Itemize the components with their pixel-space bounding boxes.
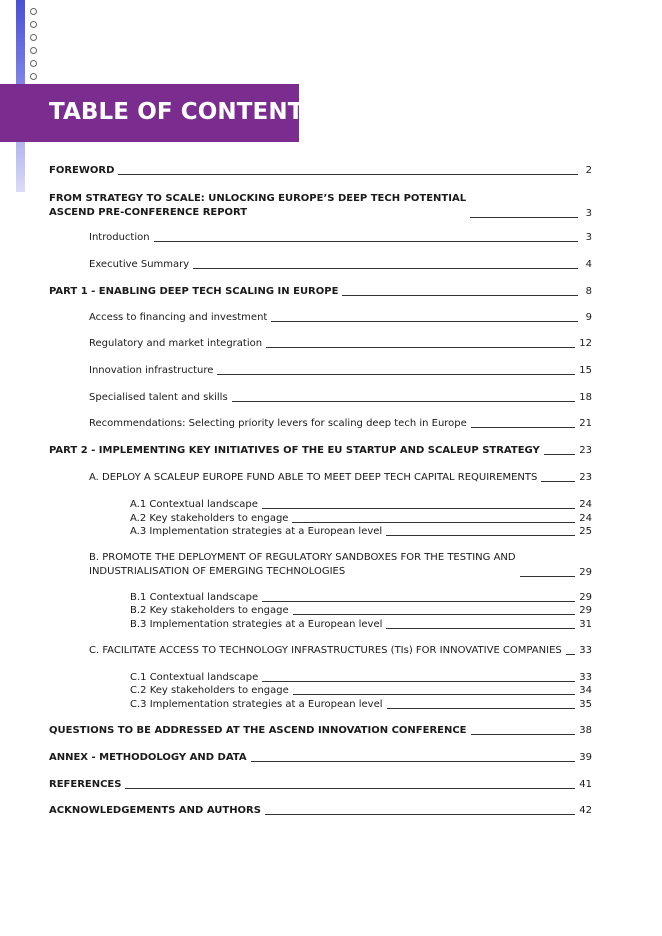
toc-label: Introduction <box>89 232 150 243</box>
toc-page-number: 29 <box>579 567 592 578</box>
toc-page-number: 25 <box>579 526 592 537</box>
toc-page-number: 33 <box>579 672 592 683</box>
toc-page-number: 41 <box>579 779 592 790</box>
toc-page-number: 24 <box>579 513 592 524</box>
leader-line <box>386 628 575 629</box>
toc-entry-executive-summary[interactable] <box>89 259 592 271</box>
leader-line <box>471 427 575 428</box>
circle-icon <box>30 73 37 80</box>
leader-line <box>293 614 576 615</box>
toc-page-number: 24 <box>579 499 592 510</box>
toc-label: Access to financing and investment <box>89 312 268 323</box>
circle-icon <box>30 34 37 41</box>
toc-page-number: 3 <box>585 232 592 243</box>
page-title: TABLE OF CONTENTS <box>49 99 321 125</box>
toc-entry-part-2[interactable] <box>49 445 592 457</box>
toc-entry-foreword[interactable] <box>49 165 592 177</box>
leader-line <box>262 681 575 682</box>
leader-line <box>118 174 578 175</box>
toc-page-number: 39 <box>579 752 592 763</box>
toc-label-line-1: FROM STRATEGY TO SCALE: UNLOCKING EUROPE’S DEEP TECH POTENTIAL <box>49 193 467 204</box>
toc-entry-acknowledgements[interactable] <box>49 805 592 817</box>
toc-entry-a1[interactable] <box>130 499 592 511</box>
toc-page-number: 15 <box>579 365 592 376</box>
leader-line <box>262 508 575 509</box>
toc-entry-a3[interactable] <box>130 526 592 538</box>
toc-label: C.2 Key stakeholders to engage <box>130 685 289 696</box>
toc-label-line-2: ASCEND PRE-CONFERENCE REPORT <box>49 207 248 218</box>
toc-entry-questions[interactable] <box>49 725 592 737</box>
leader-line <box>271 321 578 322</box>
toc-label: C.3 Implementation strategies at a European level <box>130 699 383 710</box>
toc-entry-c3[interactable] <box>130 699 592 711</box>
toc-entry-section-c[interactable] <box>89 645 592 657</box>
toc-label: Innovation infrastructure <box>89 365 214 376</box>
toc-label: Executive Summary <box>89 259 190 270</box>
toc-page-number: 18 <box>579 392 592 403</box>
toc-entry-c2[interactable] <box>130 685 592 697</box>
toc-label: A.2 Key stakeholders to engage <box>130 513 289 524</box>
toc-page-number: 2 <box>585 165 592 176</box>
toc-label: REFERENCES <box>49 779 122 790</box>
toc-page-number: 8 <box>585 286 592 297</box>
toc-label: C.1 Contextual landscape <box>130 672 259 683</box>
toc-page-number: 42 <box>579 805 592 816</box>
toc-page-number: 9 <box>585 312 592 323</box>
leader-line <box>520 576 576 577</box>
leader-line <box>342 295 578 296</box>
circle-icon <box>30 60 37 67</box>
toc-label: A.1 Contextual landscape <box>130 499 258 510</box>
toc-page-number: 21 <box>579 418 592 429</box>
leader-line <box>386 535 575 536</box>
toc-entry-annex[interactable] <box>49 752 592 764</box>
toc-page-number: 29 <box>579 592 592 603</box>
toc-page-number: 23 <box>579 472 592 483</box>
toc-page-number: 31 <box>579 619 592 630</box>
toc-entry-talent[interactable] <box>89 392 592 404</box>
leader-line <box>232 401 576 402</box>
toc-label: QUESTIONS TO BE ADDRESSED AT THE ASCEND INNOVATION CONFERENCE <box>49 725 467 736</box>
leader-line <box>544 454 576 455</box>
toc-label: ANNEX - METHODOLOGY AND DATA <box>49 752 247 763</box>
leader-line <box>125 788 575 789</box>
toc-entry-introduction[interactable] <box>89 232 592 244</box>
toc-entry-regulatory[interactable] <box>89 338 592 350</box>
toc-entry-a2[interactable] <box>130 513 592 525</box>
toc-entry-section-a[interactable] <box>89 472 592 484</box>
toc-entry-from-strategy-to-scale[interactable] <box>49 192 592 220</box>
circle-icon <box>30 21 37 28</box>
toc-label <box>49 192 466 220</box>
decorative-dots <box>30 8 37 86</box>
toc-label <box>89 551 516 579</box>
leader-line <box>266 347 575 348</box>
toc-label-line-2: INDUSTRIALISATION OF EMERGING TECHNOLOGIES <box>89 566 346 577</box>
toc-page-number: 34 <box>579 685 592 696</box>
toc-label-line-1: B. PROMOTE THE DEPLOYMENT OF REGULATORY SANDBOXES FOR THE TESTING AND <box>89 552 516 563</box>
toc-entry-part-1[interactable] <box>49 286 592 298</box>
leader-line <box>154 241 578 242</box>
toc-label: C. FACILITATE ACCESS TO TECHNOLOGY INFRASTRUCTURES (TIs) FOR INNOVATIVE COMPANIES <box>89 645 562 656</box>
toc-label: Regulatory and market integration <box>89 338 263 349</box>
toc-entry-b1[interactable] <box>130 592 592 604</box>
leader-line <box>470 217 578 218</box>
leader-line <box>293 694 575 695</box>
leader-line <box>193 268 578 269</box>
toc-label: FOREWORD <box>49 165 115 176</box>
toc-page-number: 3 <box>585 208 592 219</box>
toc-entry-innovation-infrastructure[interactable] <box>89 365 592 377</box>
toc-label: Recommendations: Selecting priority levers for scaling deep tech in Europe <box>89 418 467 429</box>
leader-line <box>251 761 576 762</box>
leader-line <box>566 654 576 655</box>
toc-entry-b3[interactable] <box>130 619 592 631</box>
toc-page-number: 38 <box>579 725 592 736</box>
toc-label: B.3 Implementation strategies at a European level <box>130 619 383 630</box>
toc-label: A. DEPLOY A SCALEUP EUROPE FUND ABLE TO MEET DEEP TECH CAPITAL REQUIREMENTS <box>89 472 538 483</box>
toc-label: ACKNOWLEDGEMENTS AND AUTHORS <box>49 805 261 816</box>
leader-line <box>292 522 575 523</box>
toc-label: A.3 Implementation strategies at a European level <box>130 526 383 537</box>
toc-entry-references[interactable] <box>49 779 592 791</box>
leader-line <box>217 374 575 375</box>
toc-label: B.1 Contextual landscape <box>130 592 259 603</box>
toc-label: Specialised talent and skills <box>89 392 228 403</box>
leader-line <box>265 814 575 815</box>
toc-page-number: 29 <box>579 605 592 616</box>
toc-page-number: 35 <box>579 699 592 710</box>
toc-page-number: 4 <box>585 259 592 270</box>
toc-page-number: 33 <box>579 645 592 656</box>
toc-label: PART 2 - IMPLEMENTING KEY INITIATIVES OF THE EU STARTUP AND SCALEUP STRATEGY <box>49 445 540 456</box>
circle-icon <box>30 47 37 54</box>
leader-line <box>541 481 575 482</box>
leader-line <box>262 601 575 602</box>
toc-entry-section-b[interactable] <box>89 551 592 579</box>
toc-entry-b2[interactable] <box>130 605 592 617</box>
leader-line <box>387 708 576 709</box>
toc-entry-c1[interactable] <box>130 672 592 684</box>
circle-icon <box>30 8 37 15</box>
toc-entry-financing[interactable] <box>89 312 592 324</box>
toc-page-number: 12 <box>579 338 592 349</box>
toc-entry-recommendations[interactable] <box>89 418 592 430</box>
toc-page-number: 23 <box>579 445 592 456</box>
toc-label: B.2 Key stakeholders to engage <box>130 605 289 616</box>
toc-label: PART 1 - ENABLING DEEP TECH SCALING IN EUROPE <box>49 286 339 297</box>
leader-line <box>471 734 576 735</box>
